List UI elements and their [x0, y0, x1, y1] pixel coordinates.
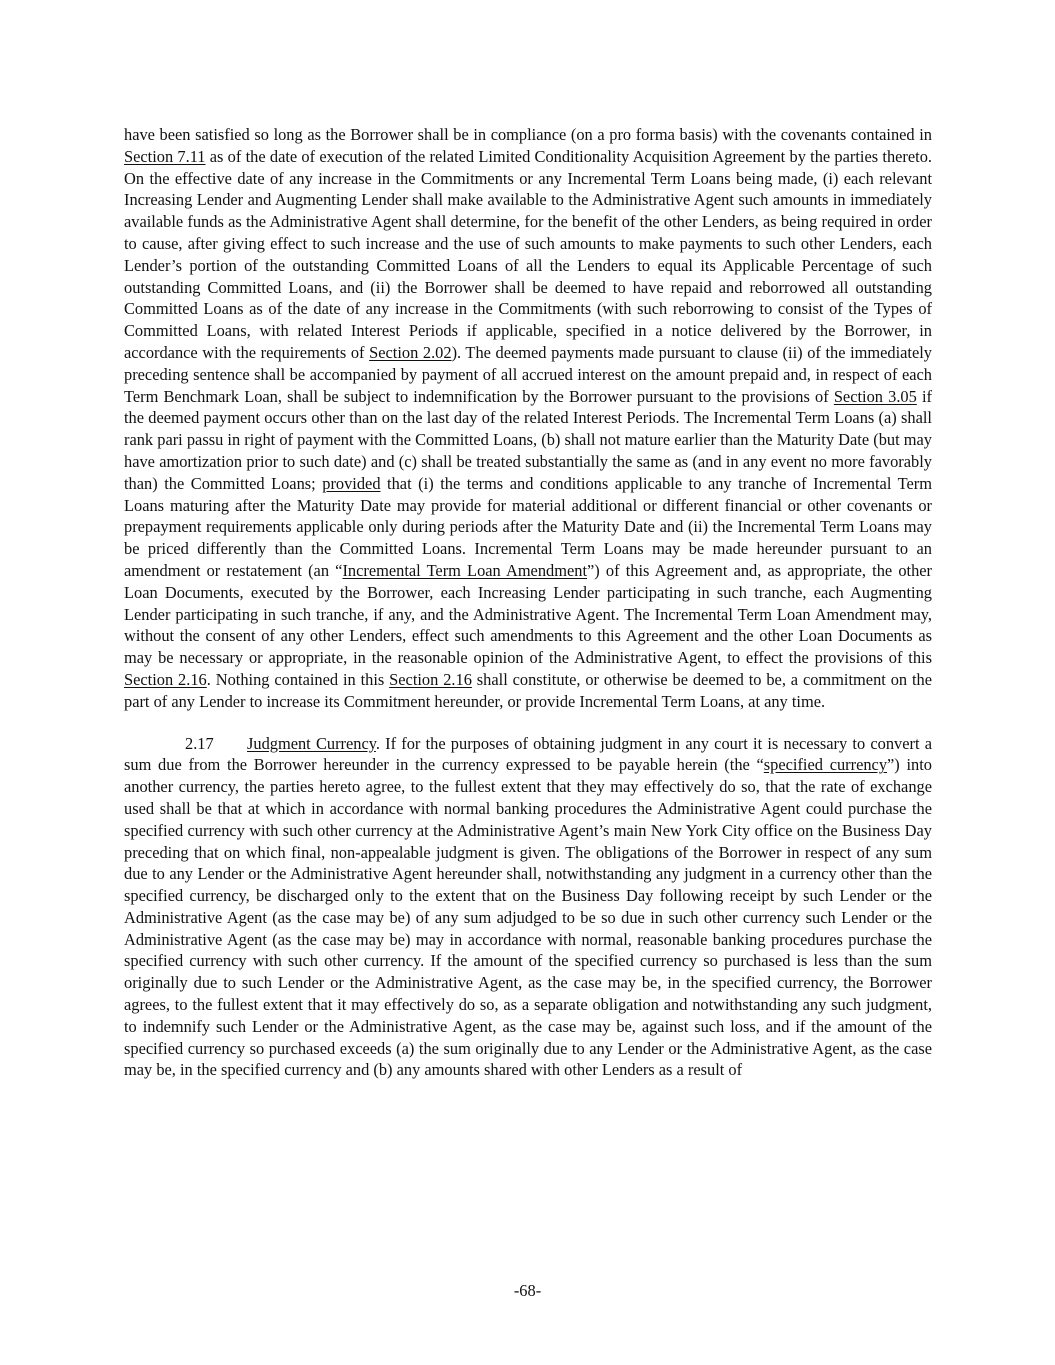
cross-reference-section-2-02: Section 2.02: [369, 342, 452, 362]
paragraph-section-2-16-continued: [124, 124, 932, 713]
text-run: shall constitute, or otherwise be deemed to be, a commitment on the part of any Lender to increase its Commitment hereunder, or provide Incremental Term Loans, at any time.: [124, 669, 933, 711]
section-heading-judgment-currency: Judgment Currency: [247, 733, 376, 753]
defined-term-specified-currency: specified currency: [763, 755, 888, 775]
page-number: -68-: [513, 1281, 542, 1300]
cross-reference-section-2-16: Section 2.16: [389, 669, 472, 689]
defined-term-incremental-term-loan-amendment: Incremental Term Loan Amendment: [342, 560, 588, 580]
text-run: have been satisfied so long as the Borrower shall be in compliance (on a pro forma basis) with the covenants contained in: [124, 125, 932, 144]
cross-reference-section-3-05: Section 3.05: [833, 386, 917, 406]
text-run: if the deemed payment occurs other than on the last day of the related Interest Periods. The Incremental Term Loans (a) shall rank pari passu in right of payment with the Committed Loans, (b) shall not mature earlier than the Maturity Date (but may have amortization prior to such date) and (c) shall be treated substantially the same as (and in any event no more favorably than) the Committed Loans;: [124, 386, 932, 493]
text-run: as of the date of execution of the related Limited Conditionality Acquisition Agreement by the parties thereto. On the effective date of any increase in the Commitments or any Incremental Term Loans being made, (i) each relevant Increasing Lender and Augmenting Lender shall make available to the Administrative Agent such amounts in immediately available funds as the Administrative Agent shall determine, for the benefit of the other Lenders, as being required in order to cause, after giving effect to such increase and the use of such amounts to make payments to such other Lenders, each Lender’s portion of the outstanding Committed Loans of all the Lenders to equal its Applicable Percentage of such outstanding Committed Loans, and (ii) the Borrower shall be deemed to have repaid and reborrowed all outstanding Committed Loans as of the date of any increase in the Commitments (with such reborrowing to consist of the Types of Committed Loans, with related Interest Periods if applicable, specified in a notice delivered by the Borrower, in accordance with the requirements of: [124, 146, 932, 362]
paragraph-section-2-17: [124, 733, 932, 1082]
text-run: that (i) the terms and conditions applicable to any tranche of Incremental Term Loans maturing after the Maturity Date may provide for material additional or different financial or other covenants or prepayment requirements applicable only during periods after the Maturity Date and (ii) the Incremental Term Loans may be priced differently than the Committed Loans. Incremental Term Loans may be made hereunder pursuant to an amendment or restatement (an “: [124, 473, 932, 580]
cross-reference-section-7-11: Section 7.11: [124, 146, 206, 166]
text-run: . If for the purposes of obtaining judgment in any court it is necessary to convert a sum due from the Borrower hereunder in the currency expressed to be payable herein (the “: [124, 733, 932, 775]
cross-reference-section-2-16: Section 2.16: [124, 669, 207, 689]
text-run: ). The deemed payments made pursuant to clause (ii) of the immediately preceding sentence shall be accompanied by payment of all accrued interest on the amount prepaid and, in respect of each Term Benchmark Loan, shall be subject to indemnification by the Borrower pursuant to the provisions of: [124, 342, 933, 406]
text-run: ”) of this Agreement and, as appropriate, the other Loan Documents, executed by the Borrower, each Increasing Lender participating in such tranche, each Augmenting Lender participating in such tranche, if any, and the Administrative Agent. The Incremental Term Loan Amendment may, without the consent of any other Lenders, effect such amendments to this Agreement and the other Loan Documents as may be necessary or appropriate, in the reasonable opinion of the Administrative Agent, to effect the provisions of this: [124, 560, 932, 668]
document-page: [124, 124, 932, 1081]
text-run: ”) into another currency, the parties hereto agree, to the fullest extent that they may effectively do so, that the rate of exchange used shall be that at which in accordance with normal banking procedures the Administrative Agent could purchase the specified currency with such other currency at the Administrative Agent’s main New York City office on the Business Day preceding that on which final, non-appealable judgment is given. The obligations of the Borrower in respect of any sum due to any Lender or the Administrative Agent hereunder shall, notwithstanding any judgment in a currency other than the specified currency, be discharged only to the extent that on the Business Day following receipt by such Lender or the Administrative Agent (as the case may be) of any sum adjudged to be so due in such other currency such Lender or the Administrative Agent (as the case may be) may in accordance with normal, reasonable banking procedures purchase the specified currency with such other currency. If the amount of the specified currency so purchased is less than the sum originally due to such Lender or the Administrative Agent, as the case may be, in the specified currency, the Borrower agrees, to the fullest extent that it may effectively do so, as a separate obligation and notwithstanding any such judgment, to indemnify such Lender or the Administrative Agent, as the case may be, against such loss, and if the amount of the specified currency so purchased exceeds (a) the sum originally due to any Lender or the Administrative Agent, as the case may be, in the specified currency and (b) any amounts shared with other Lenders as a result of: [124, 755, 932, 1080]
provided-term: provided: [322, 473, 381, 493]
section-number: 2.17: [185, 733, 214, 753]
text-run: . Nothing contained in this: [206, 669, 390, 689]
